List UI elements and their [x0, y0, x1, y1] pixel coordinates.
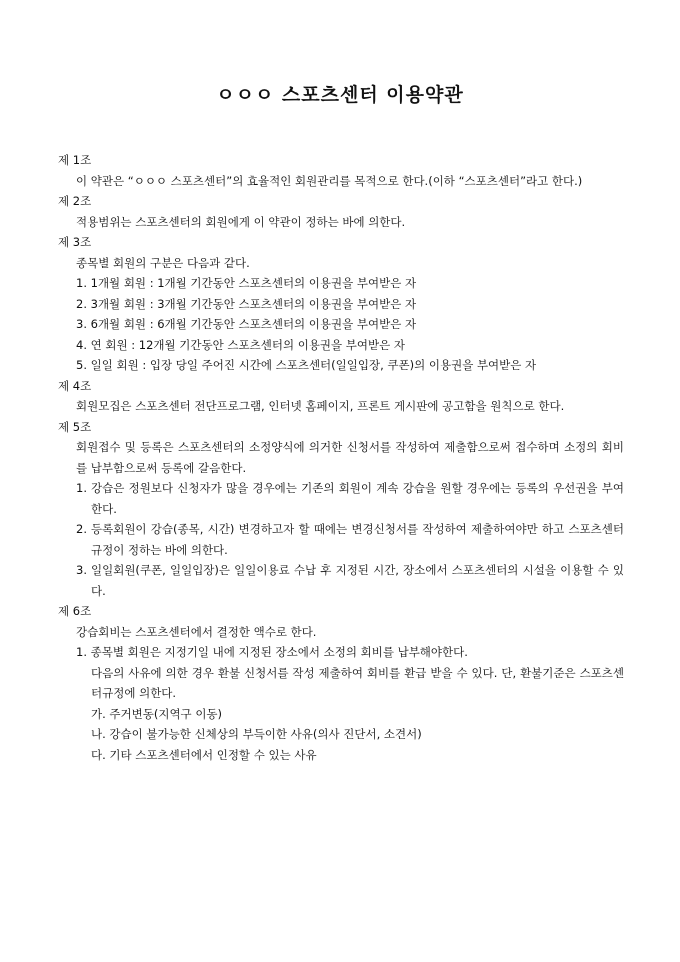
item-number: 3. — [76, 563, 87, 577]
article-3-intro: 종목별 회원의 구분은 다음과 같다. — [76, 255, 250, 270]
membership-type-item: 4. 연 회원 : 12개월 기간동안 스포츠센터의 이용권을 부여받은 자 — [76, 337, 405, 352]
article-2-heading: 제 2조 — [58, 194, 92, 208]
article-6-intro: 강습회비는 스포츠센터에서 결정한 액수로 한다. — [76, 624, 317, 639]
terms-body — [58, 150, 624, 765]
article-5-heading: 제 5조 — [58, 419, 92, 434]
article-4-heading: 제 4조 — [58, 378, 92, 393]
item-text: 일일회원(쿠폰, 일일입장)은 일일이용료 수납 후 지정된 시간, 장소에서 스포츠센터의 시설을 이용할 수 있다. — [91, 563, 624, 598]
refund-reason-item: 다. 기타 스포츠센터에서 인정할 수 있는 사유 — [91, 747, 317, 762]
page-title: ㅇㅇㅇ 스포츠센터 이용약관 — [216, 84, 464, 106]
item-number: 2. — [76, 522, 87, 536]
article-5-text: 회원접수 및 등록은 스포츠센터의 소정양식에 의거한 신청서를 작성하여 제출함으로써 접수하며 소정의 회비를 납부함으로써 등록에 갈음한다. — [76, 440, 624, 475]
article-1-heading: 제 1조 — [58, 153, 92, 167]
article-4-text: 회원모집은 스포츠센터 전단프로그램, 인터넷 홈페이지, 프론트 게시판에 공고함을 원칙으로 한다. — [76, 399, 565, 413]
article-5-item — [58, 478, 624, 519]
refund-reason-item: 나. 강습이 불가능한 신체상의 부득이한 사유(의사 진단서, 소견서) — [91, 727, 422, 741]
article-6-item-1: 1. 종목별 회원은 지정기일 내에 지정된 장소에서 소정의 회비를 납부해야한다. — [76, 645, 468, 659]
membership-type-item: 2. 3개월 회원 : 3개월 기간동안 스포츠센터의 이용권을 부여받은 자 — [76, 296, 417, 311]
article-5-item — [58, 560, 624, 601]
membership-type-item: 3. 6개월 회원 : 6개월 기간동안 스포츠센터의 이용권을 부여받은 자 — [76, 317, 417, 331]
article-1-text: 이 약관은 “ㅇㅇㅇ 스포츠센터”의 효율적인 회원관리를 목적으로 한다.(이하 “스포츠센터”라고 한다.) — [76, 173, 583, 188]
item-number: 1. — [76, 481, 87, 495]
item-text: 등록회원이 강습(종목, 시간) 변경하고자 할 때에는 변경신청서를 작성하여 제출하여야만 하고 스포츠센터 규정이 정하는 바에 의한다. — [91, 522, 624, 557]
membership-type-item: 1. 1개월 회원 : 1개월 기간동안 스포츠센터의 이용권을 부여받은 자 — [76, 276, 417, 290]
refund-condition-text: 다음의 사유에 의한 경우 환불 신청서를 작성 제출하여 회비를 환급 받을 수 있다. 단, 환불기준은 스포츠센터규정에 의한다. — [91, 665, 624, 700]
article-6-heading: 제 6조 — [58, 604, 92, 618]
article-2-text: 적용범위는 스포츠센터의 회원에게 이 약관이 정하는 바에 의한다. — [76, 214, 406, 229]
membership-type-item: 5. 일일 회원 : 입장 당일 주어진 시간에 스포츠센터(일일입장, 쿠폰)의 이용권을 부여받은 자 — [76, 358, 537, 372]
item-text: 강습은 정원보다 신청자가 많을 경우에는 기존의 회원이 계속 강습을 원할 경우에는 등록의 우선권을 부여한다. — [91, 481, 624, 516]
article-5-item — [58, 519, 624, 560]
article-3-heading: 제 3조 — [58, 235, 92, 249]
refund-reason-item: 가. 주거변동(지역구 이동) — [91, 706, 223, 721]
